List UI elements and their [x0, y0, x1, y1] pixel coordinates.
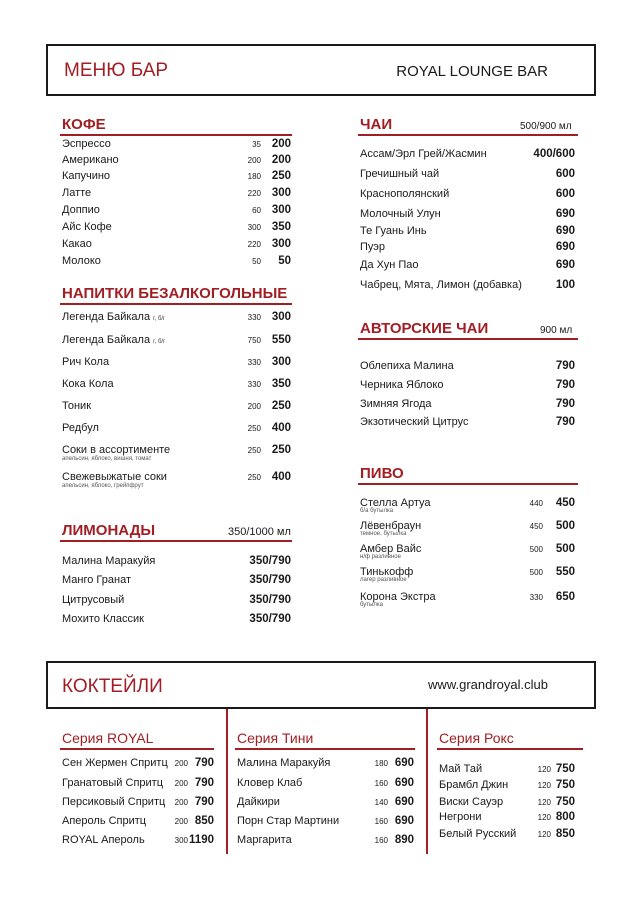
item-price: 690 [394, 777, 414, 789]
menu-item [62, 613, 291, 629]
menu-item [360, 188, 575, 204]
item-price: 600 [555, 168, 575, 180]
item-price: 300 [271, 311, 291, 323]
item-name: Порн Стар Мартини [237, 815, 340, 827]
item-price: 690 [394, 815, 414, 827]
item-price: 350/790 [249, 594, 291, 606]
item-name: Экзотический Цитрус [360, 416, 469, 428]
item-price: 350/790 [249, 555, 291, 567]
column-divider-1 [226, 709, 228, 854]
menu-item [62, 555, 291, 571]
menu-item [360, 398, 575, 414]
tea-title: ЧАИ [360, 116, 393, 133]
website-url: www.grandroyal.club [428, 677, 548, 692]
item-name: Какао [62, 238, 92, 250]
menu-item [360, 520, 575, 536]
menu-item [360, 279, 575, 295]
item-price: 1190 [189, 834, 214, 846]
item-price: 790 [555, 398, 575, 410]
item-name: Манго Гранат [62, 574, 131, 586]
item-price: 750 [555, 763, 575, 775]
item-name: Апероль Спритц [62, 815, 147, 827]
menu-item [62, 311, 291, 327]
item-name: Кока Кола [62, 378, 114, 390]
item-price: 690 [394, 796, 414, 808]
item-description: лагер разливное [360, 577, 407, 583]
item-volume: 330 [247, 313, 261, 322]
item-volume: 200 [174, 817, 188, 826]
item-volume: 200 [174, 798, 188, 807]
item-name: Брамбл Джин [439, 779, 509, 791]
rocks-series-underline [437, 748, 583, 750]
menu-item [62, 221, 291, 237]
item-price: 690 [394, 757, 414, 769]
item-name: Маргарита [237, 834, 292, 846]
menu-item [237, 777, 414, 793]
item-price: 690 [555, 241, 575, 253]
menu-item [360, 225, 575, 241]
menu-item [439, 796, 575, 812]
menu-item [62, 334, 291, 350]
item-price: 300 [271, 356, 291, 368]
item-name: Айс Кофе [62, 221, 112, 233]
item-name: Стелла Артуа [360, 497, 431, 509]
item-volume: 140 [374, 798, 388, 807]
item-name: Корона Экстра [360, 591, 436, 603]
menu-item [439, 763, 575, 779]
item-volume: 330 [529, 593, 543, 602]
item-volume: 120 [537, 813, 551, 822]
item-name: Цитрусовый [62, 594, 125, 606]
menu-item [62, 238, 291, 254]
item-price: 790 [555, 379, 575, 391]
item-volume: 450 [529, 522, 543, 531]
item-price: 600 [555, 188, 575, 200]
item-name: Эспрессо [62, 138, 111, 150]
menu-item [62, 204, 291, 220]
item-price: 550 [555, 566, 575, 578]
item-price: 790 [555, 416, 575, 428]
item-price: 400/600 [533, 148, 575, 160]
item-price: 750 [555, 779, 575, 791]
menu-item [62, 187, 291, 203]
item-volume: 500 [529, 545, 543, 554]
item-volume: 160 [374, 836, 388, 845]
menu-item [62, 400, 291, 416]
beer-title: ПИВО [360, 465, 404, 482]
coffee-title: КОФЕ [62, 116, 106, 133]
item-volume: 500 [529, 568, 543, 577]
item-name: Капучино [62, 170, 111, 182]
item-price: 890 [394, 834, 414, 846]
item-volume: 200 [174, 779, 188, 788]
item-name: Амбер Вайс [360, 543, 422, 555]
item-name: Черника Яблоко [360, 379, 444, 391]
item-price: 300 [271, 238, 291, 250]
item-price: 750 [555, 796, 575, 808]
item-name: Легенда Байкала г, б/г [62, 311, 166, 323]
item-price: 350/790 [249, 574, 291, 586]
item-name: Зимняя Ягода [360, 398, 432, 410]
royal-series-title: Серия ROYAL [62, 730, 154, 746]
item-volume: 250 [247, 473, 261, 482]
menu-item [360, 591, 575, 607]
item-name: Гранатовый Спритц [62, 777, 164, 789]
menu-item [62, 138, 291, 154]
item-volume: 250 [247, 424, 261, 433]
menu-item [62, 255, 291, 271]
menu-item [62, 471, 291, 487]
item-name: Белый Русский [439, 828, 517, 840]
item-name: Молочный Улун [360, 208, 441, 220]
menu-item [360, 148, 575, 164]
menu-item [360, 379, 575, 395]
item-name: Мохито Классик [62, 613, 144, 625]
item-volume: 120 [537, 798, 551, 807]
item-price: 850 [555, 828, 575, 840]
item-price: 790 [555, 360, 575, 372]
menu-item [62, 170, 291, 186]
menu-item [237, 757, 414, 773]
item-name: Кловер Клаб [237, 777, 303, 789]
item-volume: 330 [247, 380, 261, 389]
item-volume: 220 [247, 240, 261, 249]
menu-item [62, 796, 214, 812]
menu-item [360, 416, 575, 432]
item-name: Ассам/Эрл Грей/Жасмин [360, 148, 487, 160]
rocks-series-title: Серия Рокс [439, 730, 514, 746]
item-volume: 200 [247, 156, 261, 165]
item-name: Сен Жермен Спритц [62, 757, 168, 769]
item-name: Дайкири [237, 796, 280, 808]
item-name: Латте [62, 187, 92, 199]
item-volume: 120 [537, 781, 551, 790]
item-volume: 180 [374, 759, 388, 768]
item-name: Май Тай [439, 763, 483, 775]
menu-item [62, 574, 291, 590]
cocktails-title: КОКТЕЙЛИ [62, 676, 163, 697]
item-price: 350 [271, 221, 291, 233]
author-tea-title: АВТОРСКИЕ ЧАИ [360, 320, 489, 337]
item-description: н/ф разливное [360, 554, 401, 560]
item-price: 800 [555, 811, 575, 823]
menu-title: МЕНЮ БАР [64, 60, 169, 81]
item-name: Молоко [62, 255, 101, 267]
item-name: Те Гуань Инь [360, 225, 427, 237]
royal-series-underline [60, 748, 214, 750]
item-name: Тинькофф [360, 566, 414, 578]
item-volume: 160 [374, 817, 388, 826]
menu-item [237, 796, 414, 812]
author-tea-underline [358, 338, 578, 340]
item-volume: 35 [252, 140, 261, 149]
item-price: 200 [271, 154, 291, 166]
menu-item [360, 168, 575, 184]
venue-name: ROYAL LOUNGE BAR [396, 63, 548, 80]
item-price: 690 [555, 259, 575, 271]
tea-volume: 500/900 мл [520, 121, 572, 132]
item-name: ROYAL Апероль [62, 834, 145, 846]
menu-item [360, 543, 575, 559]
menu-header [46, 44, 596, 96]
item-price: 650 [555, 591, 575, 603]
item-name: Пуэр [360, 241, 386, 253]
menu-item [439, 811, 575, 827]
item-note: г, б/г [153, 339, 166, 345]
tea-underline [358, 134, 578, 136]
tini-series-title: Серия Тини [237, 730, 314, 746]
item-price: 690 [555, 208, 575, 220]
item-volume: 440 [529, 499, 543, 508]
item-volume: 180 [247, 172, 261, 181]
menu-item [360, 566, 575, 582]
item-volume: 750 [247, 336, 261, 345]
item-name: Да Хун Пао [360, 259, 419, 271]
item-name: Свежевыжатые соки [62, 471, 167, 483]
item-name: Гречишный чай [360, 168, 440, 180]
item-price: 350/790 [249, 613, 291, 625]
item-price: 300 [271, 204, 291, 216]
item-name: Персиковый Спритц [62, 796, 166, 808]
item-price: 690 [555, 225, 575, 237]
item-name: Американо [62, 154, 119, 166]
item-volume: 50 [252, 257, 261, 266]
lemonades-volume: 350/1000 мл [228, 526, 291, 538]
tini-series-underline [235, 748, 415, 750]
item-price: 50 [278, 255, 291, 267]
item-price: 400 [271, 422, 291, 434]
item-name: Соки в ассортименте [62, 444, 171, 456]
item-name: Тоник [62, 400, 92, 412]
beer-underline [358, 483, 578, 485]
item-name: Виски Сауэр [439, 796, 504, 808]
menu-item [360, 241, 575, 257]
soft-drinks-underline [60, 303, 292, 305]
item-name: Облепиха Малина [360, 360, 454, 372]
item-price: 350 [271, 378, 291, 390]
menu-item [62, 422, 291, 438]
item-name: Краснополянский [360, 188, 450, 200]
item-price: 500 [555, 520, 575, 532]
item-volume: 330 [247, 358, 261, 367]
menu-item [360, 360, 575, 376]
item-volume: 200 [247, 402, 261, 411]
item-volume: 120 [537, 765, 551, 774]
item-name: Легенда Байкала г, б/г [62, 334, 166, 346]
item-volume: 220 [247, 189, 261, 198]
author-tea-volume: 900 мл [540, 325, 573, 336]
menu-item [237, 815, 414, 831]
item-description: бутылка [360, 602, 383, 608]
item-volume: 200 [174, 759, 188, 768]
item-price: 500 [555, 543, 575, 555]
menu-item [62, 444, 291, 460]
item-price: 100 [555, 279, 575, 291]
item-volume: 120 [537, 830, 551, 839]
menu-item [237, 834, 414, 850]
menu-item [360, 497, 575, 513]
item-description: темное, бутылка [360, 531, 407, 537]
item-name: Лёвенбраун [360, 520, 422, 532]
item-price: 790 [194, 796, 214, 808]
item-name: Редбул [62, 422, 99, 434]
item-volume: 160 [374, 779, 388, 788]
item-price: 790 [194, 757, 214, 769]
item-price: 250 [271, 400, 291, 412]
item-description: апельсин, яблоко, грейпфрут [62, 483, 144, 489]
item-price: 790 [194, 777, 214, 789]
item-price: 400 [271, 471, 291, 483]
item-name: Доппио [62, 204, 100, 216]
menu-item [62, 378, 291, 394]
item-volume: 250 [247, 446, 261, 455]
menu-item [62, 757, 214, 773]
menu-item [360, 208, 575, 224]
item-name: Малина Маракуйя [62, 555, 156, 567]
item-price: 200 [271, 138, 291, 150]
item-note: г, б/г [153, 316, 166, 322]
item-name: Рич Кола [62, 356, 110, 368]
item-name: Чабрец, Мята, Лимон (добавка) [360, 279, 522, 291]
menu-item [62, 594, 291, 610]
menu-item [62, 834, 214, 850]
menu-item [360, 259, 575, 275]
item-price: 250 [271, 170, 291, 182]
soft-drinks-title: НАПИТКИ БЕЗАЛКОГОЛЬНЫЕ [62, 285, 288, 302]
menu-item [62, 777, 214, 793]
menu-item [62, 356, 291, 372]
item-price: 450 [555, 497, 575, 509]
menu-item [62, 154, 291, 170]
item-price: 300 [271, 187, 291, 199]
coffee-underline [60, 134, 292, 136]
menu-item [439, 828, 575, 844]
lemonades-title: ЛИМОНАДЫ [62, 522, 156, 539]
menu-item [62, 815, 214, 831]
item-name: Негрони [439, 811, 482, 823]
item-description: апельсин, яблоко, вишня, томат [62, 456, 152, 462]
column-divider-2 [426, 709, 428, 854]
item-volume: 300 [247, 223, 261, 232]
cocktails-header [46, 661, 596, 709]
item-price: 250 [271, 444, 291, 456]
item-description: б/а бутылка [360, 508, 394, 514]
item-volume: 300 [174, 836, 188, 845]
item-price: 850 [194, 815, 214, 827]
item-price: 550 [271, 334, 291, 346]
lemonades-underline [60, 540, 292, 542]
item-name: Малина Маракуйя [237, 757, 331, 769]
menu-item [439, 779, 575, 795]
item-volume: 60 [252, 206, 261, 215]
